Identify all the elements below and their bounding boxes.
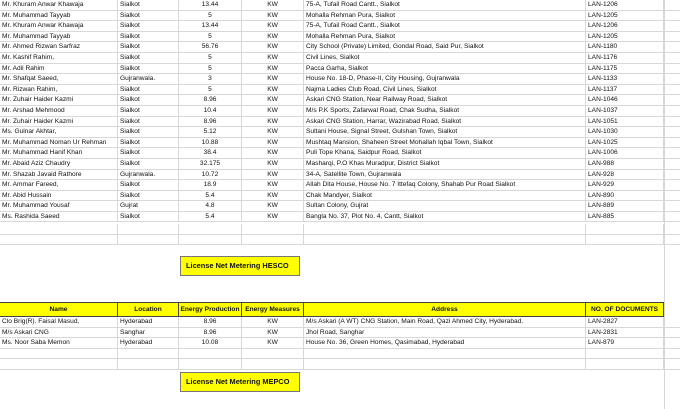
hesco-table-header [0, 302, 664, 317]
table-row [0, 191, 680, 202]
empty-cell [0, 224, 118, 234]
address-cell: Chak Mandyer, Sialkot [304, 191, 586, 201]
name-cell: Clo Brig(R). Faisal Masud, [0, 317, 118, 327]
energy-cell: 5 [179, 64, 242, 74]
unit-cell: KW [242, 32, 304, 42]
location-cell: Sialkot [118, 138, 179, 148]
energy-cell: 10.4 [179, 106, 242, 116]
location-cell: Sialkot [118, 32, 179, 42]
address-cell: Bangla No. 37, Plot No. 4, Cantt, Sialkot [304, 212, 586, 222]
empty-cell [586, 235, 664, 245]
table-row [0, 138, 680, 149]
energy-cell: 5.4 [179, 212, 242, 222]
table-row [0, 212, 680, 223]
location-cell: Sialkot [118, 191, 179, 201]
table-row [0, 74, 680, 85]
energy-cell: 5 [179, 32, 242, 42]
document-cell: LAN-2831 [586, 328, 664, 338]
energy-cell: 5.4 [179, 191, 242, 201]
document-cell: LAN-1206 [586, 21, 664, 31]
name-cell: Mr. Muhammad Hanif Khan [0, 148, 118, 158]
address-cell: Askari CNG Station, Near Railway Road, Sialkot [304, 95, 586, 105]
empty-cell [118, 224, 179, 234]
address-cell: City School (Private) Limited, Gondal Road, Said Pur, Sialkot [304, 42, 586, 52]
unit-cell: KW [242, 95, 304, 105]
empty-cell [586, 349, 664, 359]
name-cell: Ms. Rashida Saeed [0, 212, 118, 222]
empty-cell [304, 224, 586, 234]
name-cell: Mr. Khuram Anwar Khawaja [0, 0, 118, 10]
energy-cell: 38.4 [179, 148, 242, 158]
address-cell: House No. 36, Green Homes, Qasimabad, Hyderabad [304, 338, 586, 348]
name-cell: Mr. Shazab Javaid Rathore [0, 170, 118, 180]
name-cell: Mr. Shafqat Saeed, [0, 74, 118, 84]
address-cell: 75-A, Tufail Road Cantt., Sialkot [304, 21, 586, 31]
name-cell: Mr. Arshad Mehmood [0, 106, 118, 116]
unit-cell: KW [242, 11, 304, 21]
energy-cell: 10.88 [179, 138, 242, 148]
energy-cell: 8.96 [179, 117, 242, 127]
name-cell: Mr. Muhammad Noman Ur Rehman [0, 138, 118, 148]
document-cell: LAN-890 [586, 191, 664, 201]
unit-cell: KW [242, 317, 304, 327]
unit-cell: KW [242, 191, 304, 201]
document-cell: LAN-929 [586, 180, 664, 190]
empty-cell [304, 349, 586, 359]
table-row [0, 148, 680, 159]
table-row [0, 64, 680, 75]
empty-cell [0, 235, 118, 245]
unit-cell: KW [242, 338, 304, 348]
energy-cell: 8.96 [179, 328, 242, 338]
location-cell: Sialkot [118, 11, 179, 21]
name-cell: Mr. Muhammad Tayyab [0, 11, 118, 21]
energy-cell: 5 [179, 53, 242, 63]
unit-cell: KW [242, 117, 304, 127]
energy-cell: 5.12 [179, 127, 242, 137]
document-cell: LAN-1137 [586, 85, 664, 95]
document-cell: LAN-1176 [586, 53, 664, 63]
location-cell: Hyderabad [118, 317, 179, 327]
name-cell: Mr. Zuhair Haider Kazmi [0, 95, 118, 105]
unit-cell: KW [242, 21, 304, 31]
name-cell: Mr. Khuram Anwar Khawaja [0, 21, 118, 31]
address-cell: Puli Tope Khana, Saidpur Road, Sialkot [304, 148, 586, 158]
address-cell: Allah Dita House, House No. 7 Ittefaq Colony, Shahab Pur Road Sialkot [304, 180, 586, 190]
column-header: NO. OF DOCUMENTS [586, 303, 664, 318]
unit-cell: KW [242, 127, 304, 137]
unit-cell: KW [242, 148, 304, 158]
document-cell: LAN-1037 [586, 106, 664, 116]
energy-cell: 18.9 [179, 180, 242, 190]
document-cell: LAN-1046 [586, 95, 664, 105]
column-header: Energy Production [179, 303, 242, 318]
document-cell: LAN-1175 [586, 64, 664, 74]
location-cell: Gujranwala. [118, 74, 179, 84]
table-row [0, 21, 680, 32]
name-cell: Mr. Kashif Rahim, [0, 53, 118, 63]
empty-row [0, 235, 680, 246]
location-cell: Sialkot [118, 212, 179, 222]
document-cell: LAN-1133 [586, 74, 664, 84]
address-cell: 75-A, Tufail Road Cantt., Sialkot [304, 0, 586, 10]
table-row [0, 338, 680, 349]
unit-cell: KW [242, 42, 304, 52]
location-cell: Sialkot [118, 0, 179, 10]
unit-cell: KW [242, 53, 304, 63]
empty-row [0, 349, 680, 360]
location-cell: Sialkot [118, 127, 179, 137]
location-cell: Gujranwala. [118, 170, 179, 180]
table-row [0, 159, 680, 170]
empty-cell [242, 235, 304, 245]
table-row [0, 201, 680, 212]
banner-hesco: License Net Metering HESCO [180, 256, 300, 276]
hesco-records-table [0, 317, 680, 370]
document-cell: LAN-2827 [586, 317, 664, 327]
address-cell: Civil Lines, Sialkot [304, 53, 586, 63]
unit-cell: KW [242, 138, 304, 148]
column-header: Location [118, 303, 179, 318]
energy-cell: 32.175 [179, 159, 242, 169]
address-cell: Jhol Road, Sanghar [304, 328, 586, 338]
location-cell: Sialkot [118, 180, 179, 190]
address-cell: Sultan Colony, Gujrat [304, 201, 586, 211]
name-cell: Ms. Gulnar Akhtar, [0, 127, 118, 137]
address-cell: M/s P.K Sports, Zafarwal Road, Chak Sudha, Sialkot [304, 106, 586, 116]
name-cell: Mr. Abid Hussain [0, 191, 118, 201]
address-cell: Najma Ladies Club Road, Civil Lines, Sialkot [304, 85, 586, 95]
name-cell: Mr. Muhammad Yousaf [0, 201, 118, 211]
empty-cell [242, 349, 304, 359]
unit-cell: KW [242, 74, 304, 84]
unit-cell: KW [242, 106, 304, 116]
empty-cell [304, 359, 586, 369]
location-cell: Hyderabad [118, 338, 179, 348]
column-header: Address [304, 303, 586, 318]
energy-cell: 5 [179, 11, 242, 21]
name-cell: Mr. Muhammad Tayyab [0, 32, 118, 42]
name-cell: Mr. Rizwan Rahim, [0, 85, 118, 95]
empty-cell [304, 235, 586, 245]
energy-cell: 4.8 [179, 201, 242, 211]
unit-cell: KW [242, 170, 304, 180]
energy-cell: 56.76 [179, 42, 242, 52]
unit-cell: KW [242, 85, 304, 95]
document-cell: LAN-1030 [586, 127, 664, 137]
document-cell: LAN-885 [586, 212, 664, 222]
location-cell: Sialkot [118, 21, 179, 31]
empty-cell [179, 359, 242, 369]
energy-cell: 8.96 [179, 317, 242, 327]
address-cell: Masharqi, P.O Khas Muradpur, District Sialkot [304, 159, 586, 169]
table-row [0, 127, 680, 138]
document-cell: LAN-1006 [586, 148, 664, 158]
document-cell: LAN-1205 [586, 11, 664, 21]
empty-cell [586, 224, 664, 234]
document-cell: LAN-1206 [586, 0, 664, 10]
empty-row [0, 359, 680, 370]
name-cell: Mr. Zuhair Haider Kazmi [0, 117, 118, 127]
address-cell: Pacca Garha, Sialkot [304, 64, 586, 74]
name-cell: Mr. Ammar Fareed, [0, 180, 118, 190]
table-row [0, 95, 680, 106]
table-row [0, 317, 680, 328]
location-cell: Sialkot [118, 85, 179, 95]
energy-cell: 3 [179, 74, 242, 84]
document-cell: LAN-1051 [586, 117, 664, 127]
unit-cell: KW [242, 328, 304, 338]
empty-cell [242, 224, 304, 234]
document-cell: LAN-889 [586, 201, 664, 211]
document-cell: LAN-1180 [586, 42, 664, 52]
empty-cell [179, 224, 242, 234]
column-header: Energy Measures [242, 303, 304, 318]
location-cell: Gujrat [118, 201, 179, 211]
name-cell: Mr. Adil Rahim [0, 64, 118, 74]
address-cell: Askari CNG Station, Harrar, Wazirabad Road, Sialkot [304, 117, 586, 127]
document-cell: LAN-988 [586, 159, 664, 169]
address-cell: Mushtaq Mansion, Shaheen Street Mohallah Iqbal Town, Sialkot [304, 138, 586, 148]
table-row [0, 328, 680, 339]
table-row [0, 32, 680, 43]
empty-cell [118, 359, 179, 369]
document-cell: LAN-1205 [586, 32, 664, 42]
energy-cell: 10.72 [179, 170, 242, 180]
energy-cell: 13.44 [179, 0, 242, 10]
empty-cell [586, 359, 664, 369]
energy-cell: 8.96 [179, 95, 242, 105]
name-cell: M/s Askari CNG [0, 328, 118, 338]
empty-cell [242, 359, 304, 369]
table-row [0, 11, 680, 22]
address-cell: Mohalla Rehman Pura, Sialkot [304, 32, 586, 42]
address-cell: Sultani House, Signal Street, Gulshan Town, Sialkot [304, 127, 586, 137]
unit-cell: KW [242, 201, 304, 211]
energy-cell: 5 [179, 85, 242, 95]
location-cell: Sialkot [118, 95, 179, 105]
document-cell: LAN-1025 [586, 138, 664, 148]
unit-cell: KW [242, 180, 304, 190]
empty-row [0, 224, 680, 235]
table-row [0, 106, 680, 117]
location-cell: Sialkot [118, 53, 179, 63]
unit-cell: KW [242, 64, 304, 74]
table-row [0, 117, 680, 128]
name-cell: Ms. Noor Saba Memon [0, 338, 118, 348]
unit-cell: KW [242, 212, 304, 222]
empty-cell [179, 235, 242, 245]
unit-cell: KW [242, 159, 304, 169]
table-row [0, 170, 680, 181]
document-cell: LAN-879 [586, 338, 664, 348]
name-cell: Mr. Ahmed Rizwan Sarfraz [0, 42, 118, 52]
location-cell: Sanghar [118, 328, 179, 338]
location-cell: Sialkot [118, 159, 179, 169]
energy-cell: 13.44 [179, 21, 242, 31]
banner-mepco: License Net Metering MEPCO [180, 372, 300, 392]
table-row [0, 53, 680, 64]
name-cell: Mr. Abaid Aziz Chaudry [0, 159, 118, 169]
location-cell: Sialkot [118, 106, 179, 116]
energy-cell: 10.08 [179, 338, 242, 348]
empty-cell [0, 349, 118, 359]
empty-cell [118, 349, 179, 359]
location-cell: Sialkot [118, 148, 179, 158]
table-row [0, 180, 680, 191]
address-cell: House No. 18-D, Phase-II, City Housing, Gujranwala [304, 74, 586, 84]
empty-cell [0, 359, 118, 369]
table-row [0, 85, 680, 96]
empty-cell [118, 235, 179, 245]
location-cell: Sialkot [118, 42, 179, 52]
address-cell: M/s Askari (A WT) CNG Station, Main Road, Qazi Ahmed City, Hyderabad. [304, 317, 586, 327]
document-cell: LAN-928 [586, 170, 664, 180]
location-cell: Sialkot [118, 64, 179, 74]
table-row [0, 42, 680, 53]
column-header: Name [0, 303, 118, 318]
location-cell: Sialkot [118, 117, 179, 127]
empty-cell [179, 349, 242, 359]
unit-cell: KW [242, 0, 304, 10]
table-row [0, 0, 680, 11]
address-cell: 34-A, Satellite Town, Gujranwala [304, 170, 586, 180]
blank-rows [0, 224, 680, 245]
address-cell: Mohalla Rehman Pura, Sialkot [304, 11, 586, 21]
